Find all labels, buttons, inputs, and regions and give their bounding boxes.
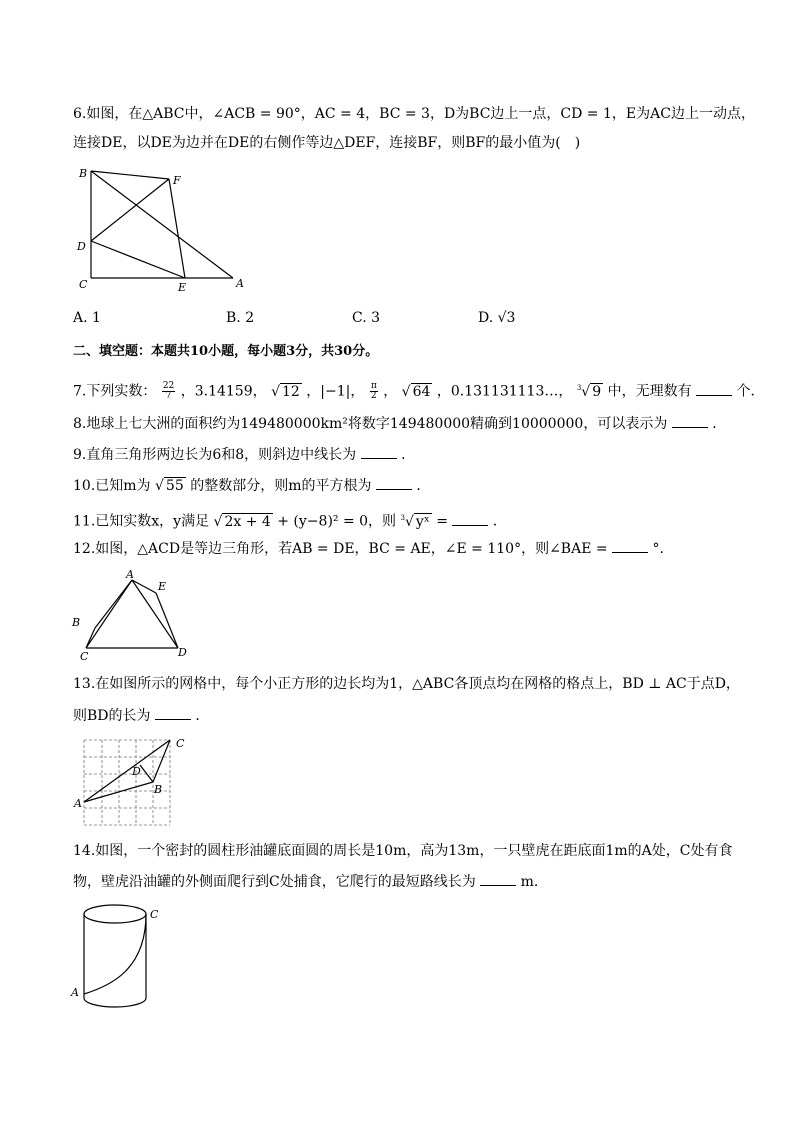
q9-text: 9.直角三角形两边长为6和8，则斜边中线长为 [73,447,357,463]
q13-line2-text: 则BD的长为 [73,708,151,724]
q11-end: ． [492,513,507,530]
q6-option-a: A. 1 [73,310,101,326]
q11-prefix: 11.已知实数x，y满足 [73,513,210,530]
q6-label-d: D [77,240,86,253]
q12-answer-blank [612,540,648,553]
q13-figure [72,735,197,830]
q12-segment-ae [132,580,156,593]
q11-line [73,508,507,532]
q14-answer-blank [480,873,516,886]
q7-frac2-num: π [370,381,377,392]
q10-line [73,476,430,496]
q12-segment-bc [86,628,95,648]
q11-root-index: 3 [400,514,405,522]
q12-segment-ab [95,580,132,628]
q13-segment-ab [84,782,153,802]
q6-label-f: F [173,174,181,187]
q9-answer-blank [361,446,397,459]
q12-label-c: C [80,650,89,663]
q12-segment-ad [132,580,178,648]
q8-line [73,414,726,434]
q7-fraction-22-7 [162,382,175,401]
q9-end: ． [401,447,416,463]
q12-label-b: B [72,616,81,629]
q6-line1: 6.如图，在△ABC中，∠ACB = 90°，AC = 4，BC = 3，D为BC边上一点，CD = 1，E为AC边上一动点， [73,106,755,122]
q14-label-a: A [71,986,79,999]
q11-sqrt-rad: 2x + 4 [224,513,271,530]
q7-item3: ，|−1|， [306,383,365,400]
q13-label-d: D [132,765,141,778]
q6-option-c: C. 3 [352,310,381,326]
q11-middle: + (y−8)² = 0，则 [277,513,397,530]
q12-line [73,539,664,559]
q7-cbrt-9: √ 9 [581,383,602,400]
q7-cbrt-index: 3 [576,384,582,392]
q13-label-c: C [176,737,185,750]
q13-line1: 13.在如图所示的网格中，每个小正方形的边长均为1，△ABC各顶点均在网格的格点上，BD ⊥ AC于点D， [73,676,740,692]
q12-end: °. [652,541,664,557]
q12-label-a: A [126,568,134,581]
q14-bottom-arc [84,998,146,1007]
q11-answer-blank [452,513,488,526]
q6-segment-fe [169,179,185,278]
q6-figure [75,165,250,295]
q12-figure [70,568,195,663]
q6-label-e: E [178,281,187,294]
q14-top-ellipse [84,905,146,923]
q7-sqrt2-rad: 64 [412,383,431,400]
q14-end: m. [520,874,539,890]
q13-line2 [73,706,209,726]
q13-label-b: B [154,783,163,796]
q10-end: ． [416,478,431,494]
q14-line2-text: 物，壁虎沿油罐的外侧面爬行到C处捕食，它爬行的最短路线长为 [73,874,476,890]
q14-label-c: C [150,908,159,921]
q7-suffix: 中，无理数有 [607,383,692,400]
q13-label-a: A [74,797,82,810]
q12-segment-ac [86,580,132,648]
q10-answer-blank [376,477,412,490]
q6-option-b: B. 2 [226,310,255,326]
q7-line [73,378,765,402]
q13-end: ． [195,708,210,724]
q7-sqrt-12: √ 12 [271,383,300,400]
q6-line2: 连接DE，以DE为边并在DE的右侧作等边△DEF，连接BF，则BF的最小值为( ) [73,135,581,151]
q10-sqrt-rad: 55 [165,478,184,494]
q14-line1: 14.如图，一个密封的圆柱形油罐底面圆的周长是10m，高为13m，一只壁虎在距底面1m的A处，C处有食 [73,843,733,859]
q11-root-rad: yˣ [415,513,430,530]
q6-label-c: C [79,278,88,291]
q8-text: 8.地球上七大洲的面积约为149480000km²将数字149480000精确到10000000，可以表示为 [73,416,668,432]
q7-answer-blank [696,383,732,396]
q7-end: 个． [736,383,765,400]
q7-sqrt1-rad: 12 [282,383,300,400]
q7-fraction-pi-2 [370,382,378,401]
q6-label-b: B [79,167,88,180]
q7-sqrt-64: √ 64 [401,383,431,400]
q6-segment-df [91,179,169,241]
q9-line [73,445,415,465]
q13-segment-bd [140,765,153,782]
q6-segment-bf [91,171,169,179]
q6-option-d: D. √3 [478,310,516,326]
q7-cbrt-rad: 9 [592,383,602,400]
q11-eq: = [436,513,448,530]
q8-end: ． [712,416,727,432]
q10-sqrt-55: √ 55 [155,478,184,494]
q7-item4: ， [383,383,398,400]
q12-label-d: D [178,646,187,659]
q10-suffix: 的整数部分，则m的平方根为 [190,478,372,494]
q6-label-a: A [236,277,244,290]
q7-frac1-den: 7 [165,391,172,402]
q8-answer-blank [672,415,708,428]
q11-root-yx: √ yˣ [404,513,430,530]
q14-cylinder-figure [70,898,170,1013]
q7-prefix: 7.下列实数： [73,383,157,400]
q10-prefix: 10.已知m为 [73,478,151,494]
q12-text: 12.如图，△ACD是等边三角形，若AB = DE，BC = AE，∠E = 110°，则∠BAE = [73,541,608,557]
q6-segment-de [91,241,185,278]
q12-label-e: E [158,580,167,593]
q7-item5: ，0.131131113…， [436,383,573,400]
q7-frac2-den: 2 [370,391,377,402]
q13-answer-blank [155,707,191,720]
q14-line2 [73,872,538,892]
q14-path-curve [84,914,146,994]
section-heading: 二、填空题：本题共10小题，每小题3分，共30分。 [73,344,379,359]
q7-item2: ，3.14159， [180,383,267,400]
q7-frac1-num: 22 [162,381,175,392]
q11-sqrt-2x4: √ 2x + 4 [213,513,271,530]
